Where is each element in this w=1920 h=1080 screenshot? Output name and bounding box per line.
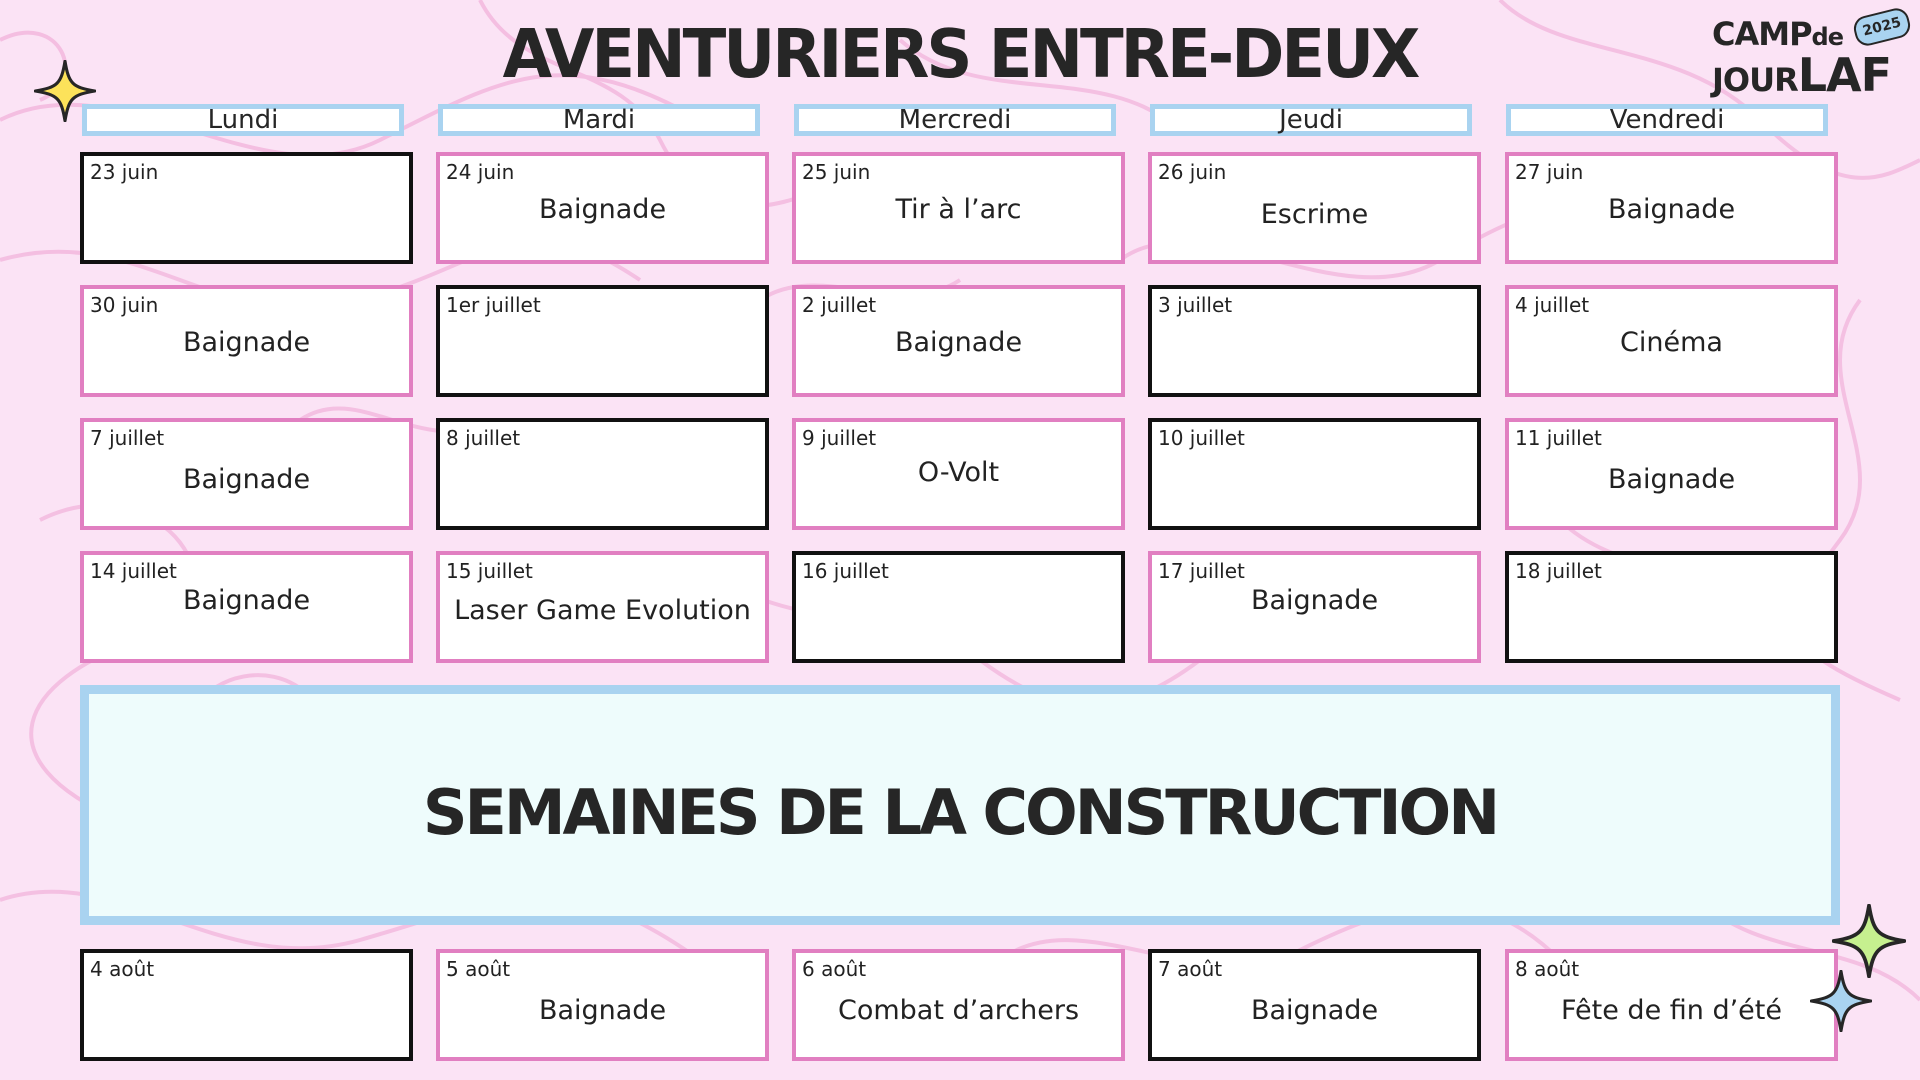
day-cell: [1505, 949, 1838, 1061]
day-cell: [436, 949, 769, 1061]
day-date: 7 juillet: [90, 426, 165, 450]
day-activity: O-Volt: [917, 457, 1000, 488]
day-activity: Baignade: [538, 995, 667, 1026]
day-cell: [792, 152, 1125, 264]
day-cell: [1505, 418, 1838, 530]
logo-jour: JOUR: [1712, 61, 1798, 99]
day-cell: [436, 418, 769, 530]
day-cell: [80, 551, 413, 663]
sparkle-star-icon: [34, 60, 96, 122]
day-date: 24 juin: [446, 160, 515, 184]
day-date: 5 août: [446, 957, 511, 981]
day-activity: Baignade: [894, 327, 1023, 358]
day-date: 26 juin: [1158, 160, 1227, 184]
day-date: 23 juin: [90, 160, 159, 184]
day-cell: [1148, 551, 1481, 663]
day-cell: [1505, 551, 1838, 663]
day-cell: [436, 285, 769, 397]
day-date: 27 juin: [1515, 160, 1584, 184]
day-cell: [792, 551, 1125, 663]
camp-logo: [1708, 10, 1913, 100]
day-date: 25 juin: [802, 160, 871, 184]
day-cell: [1148, 418, 1481, 530]
day-date: 7 août: [1158, 957, 1223, 981]
day-cell: [792, 285, 1125, 397]
day-cell: [1148, 285, 1481, 397]
day-activity: Tir à l’arc: [895, 194, 1022, 225]
day-cell: [792, 418, 1125, 530]
day-activity: Baignade: [182, 327, 311, 358]
day-date: 1er juillet: [446, 293, 541, 317]
banner-text: SEMAINES DE LA CONSTRUCTION: [422, 776, 1498, 849]
day-activity: Combat d’archers: [837, 995, 1080, 1026]
day-activity: Baignade: [1607, 194, 1736, 225]
day-date: 3 juillet: [1158, 293, 1233, 317]
day-header-wednesday: Mercredi: [794, 104, 1116, 136]
day-date: 6 août: [802, 957, 867, 981]
page-title: AVENTURIERS ENTRE-DEUX: [502, 16, 1418, 94]
day-cell: [1505, 285, 1838, 397]
day-header-friday: Vendredi: [1506, 104, 1828, 136]
day-activity: Cinéma: [1620, 327, 1723, 358]
day-activity: Baignade: [538, 194, 667, 225]
logo-de: de: [1811, 23, 1844, 51]
day-cell: [436, 152, 769, 264]
day-activity: Baignade: [1250, 995, 1379, 1026]
day-date: 14 juillet: [90, 559, 177, 583]
day-date: 2 juillet: [802, 293, 877, 317]
day-header-thursday: Jeudi: [1150, 104, 1472, 136]
day-date: 9 juillet: [802, 426, 877, 450]
day-cell: [80, 285, 413, 397]
day-activity: Baignade: [182, 585, 311, 616]
day-activity: Escrime: [1260, 199, 1369, 230]
logo-laf: LAF: [1797, 48, 1892, 102]
day-activity: Baignade: [182, 464, 311, 495]
day-date: 11 juillet: [1515, 426, 1602, 450]
day-activity: Baignade: [1607, 464, 1736, 495]
day-cell: [1148, 152, 1481, 264]
day-date: 4 août: [90, 957, 155, 981]
day-activity: Fête de fin d’été: [1560, 995, 1782, 1026]
day-date: 4 juillet: [1515, 293, 1590, 317]
day-date: 18 juillet: [1515, 559, 1602, 583]
construction-weeks-banner: [80, 685, 1840, 925]
day-date: 8 juillet: [446, 426, 521, 450]
day-date: 17 juillet: [1158, 559, 1245, 583]
day-header-monday: Lundi: [82, 104, 404, 136]
day-date: 15 juillet: [446, 559, 533, 583]
logo-year-badge: 2025: [1851, 6, 1913, 49]
day-activity: Laser Game Evolution: [454, 595, 751, 626]
day-header-tuesday: Mardi: [438, 104, 760, 136]
day-cell: [80, 152, 413, 264]
day-cell: [436, 551, 769, 663]
day-date: 10 juillet: [1158, 426, 1245, 450]
day-cell: [80, 949, 413, 1061]
logo-camp: CAMP: [1712, 15, 1812, 53]
day-date: 16 juillet: [802, 559, 889, 583]
sparkle-star-icon: [1832, 904, 1906, 978]
sparkle-star-icon: [1810, 970, 1872, 1032]
day-cell: [792, 949, 1125, 1061]
day-date: 30 juin: [90, 293, 159, 317]
day-date: 8 août: [1515, 957, 1580, 981]
day-cell: [1505, 152, 1838, 264]
day-cell: [80, 418, 413, 530]
day-cell: [1148, 949, 1481, 1061]
day-activity: Baignade: [1250, 585, 1379, 616]
